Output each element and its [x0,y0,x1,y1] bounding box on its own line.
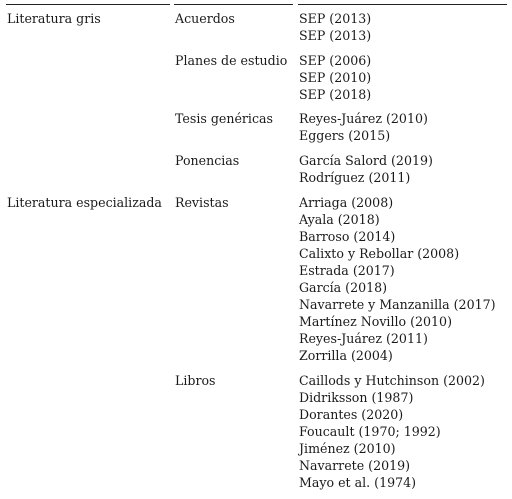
reference-list [299,10,371,44]
reference-item: Jiménez (2010) [299,441,396,456]
source-type: Acuerdos [175,11,235,26]
reference-item: Navarrete (2019) [299,458,411,473]
reference-list [299,152,433,186]
reference-item: SEP (2013) [299,11,372,26]
reference-item: SEP (2010) [299,70,372,85]
category-label: Literatura especializada [7,195,162,210]
top-rule-col2 [174,4,293,5]
reference-list [299,52,371,103]
reference-item: Eggers (2015) [299,128,391,143]
reference-item: García (2018) [299,280,388,295]
reference-item: Didriksson (1987) [299,390,414,405]
reference-item: Foucault (1970; 1992) [299,424,441,439]
reference-item: Rodríguez (2011) [299,170,411,185]
reference-item: Arriaga (2008) [299,195,394,210]
reference-item: Calixto y Rebollar (2008) [299,246,460,261]
reference-item: Caillods y Hutchinson (2002) [299,373,485,388]
reference-item: Reyes-Juárez (2010) [299,111,428,126]
top-rule-col1 [6,4,170,5]
source-type: Revistas [175,195,229,210]
source-type: Libros [175,373,216,388]
reference-item: SEP (2018) [299,87,372,102]
reference-item: Mayo et al. (1974) [299,475,417,490]
reference-item: SEP (2006) [299,53,372,68]
source-type: Tesis genéricas [175,111,273,126]
reference-item: Navarrete y Manzanilla (2017) [299,297,496,312]
source-type: Ponencias [175,153,240,168]
category-label: Literatura gris [7,11,101,26]
reference-list [299,110,428,144]
reference-item: Dorantes (2020) [299,407,404,422]
reference-item: Estrada (2017) [299,263,395,278]
reference-item: SEP (2013) [299,28,372,43]
reference-list [299,372,485,491]
reference-item: Zorrilla (2004) [299,348,393,363]
reference-item: García Salord (2019) [299,153,433,168]
reference-item: Ayala (2018) [299,212,380,227]
reference-list [299,194,496,364]
reference-item: Martínez Novillo (2010) [299,314,452,329]
reference-item: Reyes-Juárez (2011) [299,331,428,346]
reference-item: Barroso (2014) [299,229,396,244]
source-type: Planes de estudio [175,53,288,68]
top-rule-col3 [298,4,507,5]
